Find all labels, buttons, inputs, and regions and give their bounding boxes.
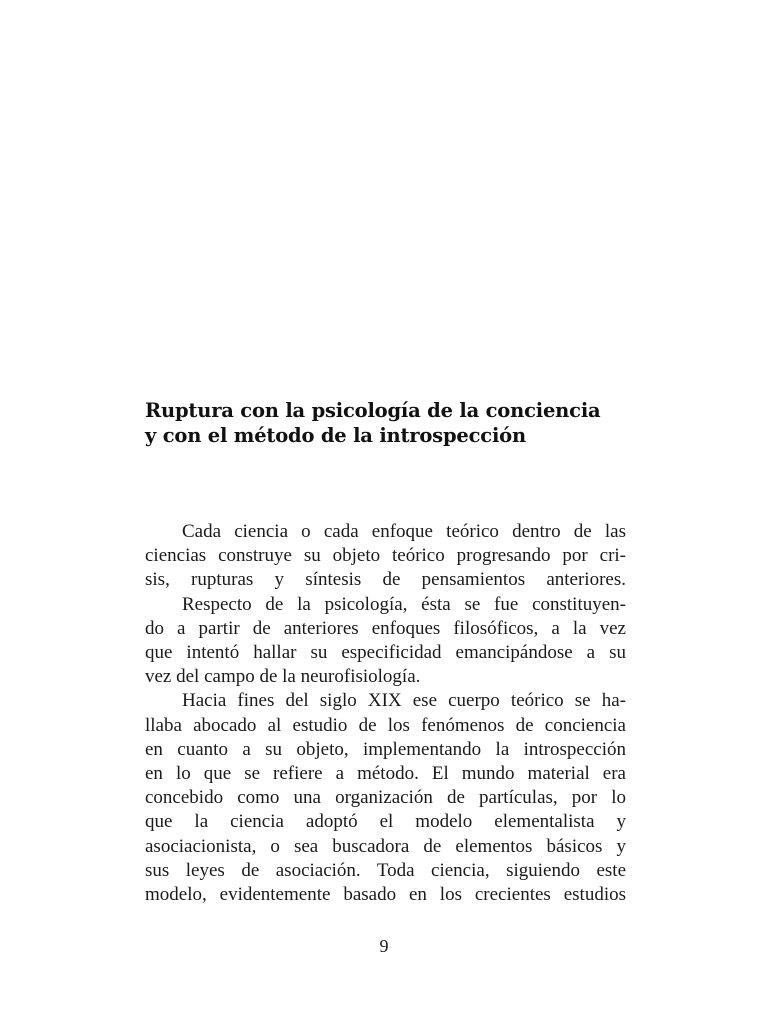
text-line: ciencias construye su objeto teórico progresando por cri- bbox=[145, 545, 626, 567]
chapter-title bbox=[145, 398, 625, 448]
text-line: llaba abocado al estudio de los fenómenos de conciencia bbox=[145, 714, 626, 736]
text-line: que intentó hallar su especificidad emancipándose a su bbox=[145, 642, 626, 664]
text-line: concebido como una organización de partículas, por lo bbox=[145, 787, 626, 809]
page-number: 9 bbox=[379, 936, 389, 956]
chapter-title-line-2: y con el método de la introspección bbox=[145, 424, 526, 447]
paragraph-2 bbox=[145, 593, 626, 690]
text-line: en lo que se refiere a método. El mundo material era bbox=[145, 763, 626, 785]
paragraph-1 bbox=[145, 520, 626, 593]
text-line: Cada ciencia o cada enfoque teórico dentro de las bbox=[182, 521, 626, 542]
text-line: vez del campo de la neurofisiología. bbox=[145, 666, 421, 688]
text-line: sis, rupturas y síntesis de pensamientos anteriores. bbox=[145, 569, 626, 591]
text-line: en cuanto a su objeto, implementando la introspección bbox=[145, 738, 626, 760]
text-line: do a partir de anteriores enfoques filosóficos, a la vez bbox=[145, 617, 626, 639]
text-line: modelo, evidentemente basado en los crecientes estudios bbox=[145, 884, 626, 906]
text-line: Hacia fines del siglo XIX ese cuerpo teórico se ha- bbox=[182, 690, 626, 712]
text-line: sus leyes de asociación. Toda ciencia, siguiendo este bbox=[145, 859, 626, 881]
body-text bbox=[145, 520, 626, 907]
text-line: asociacionista, o sea buscadora de elementos básicos y bbox=[145, 835, 626, 857]
text-line: que la ciencia adoptó el modelo elementalista y bbox=[145, 811, 626, 833]
paragraph-3 bbox=[145, 689, 626, 907]
text-line: Respecto de la psicología, ésta se fue constituyen- bbox=[182, 593, 626, 615]
chapter-title-line-1: Ruptura con la psicología de la conciencia bbox=[145, 399, 601, 422]
